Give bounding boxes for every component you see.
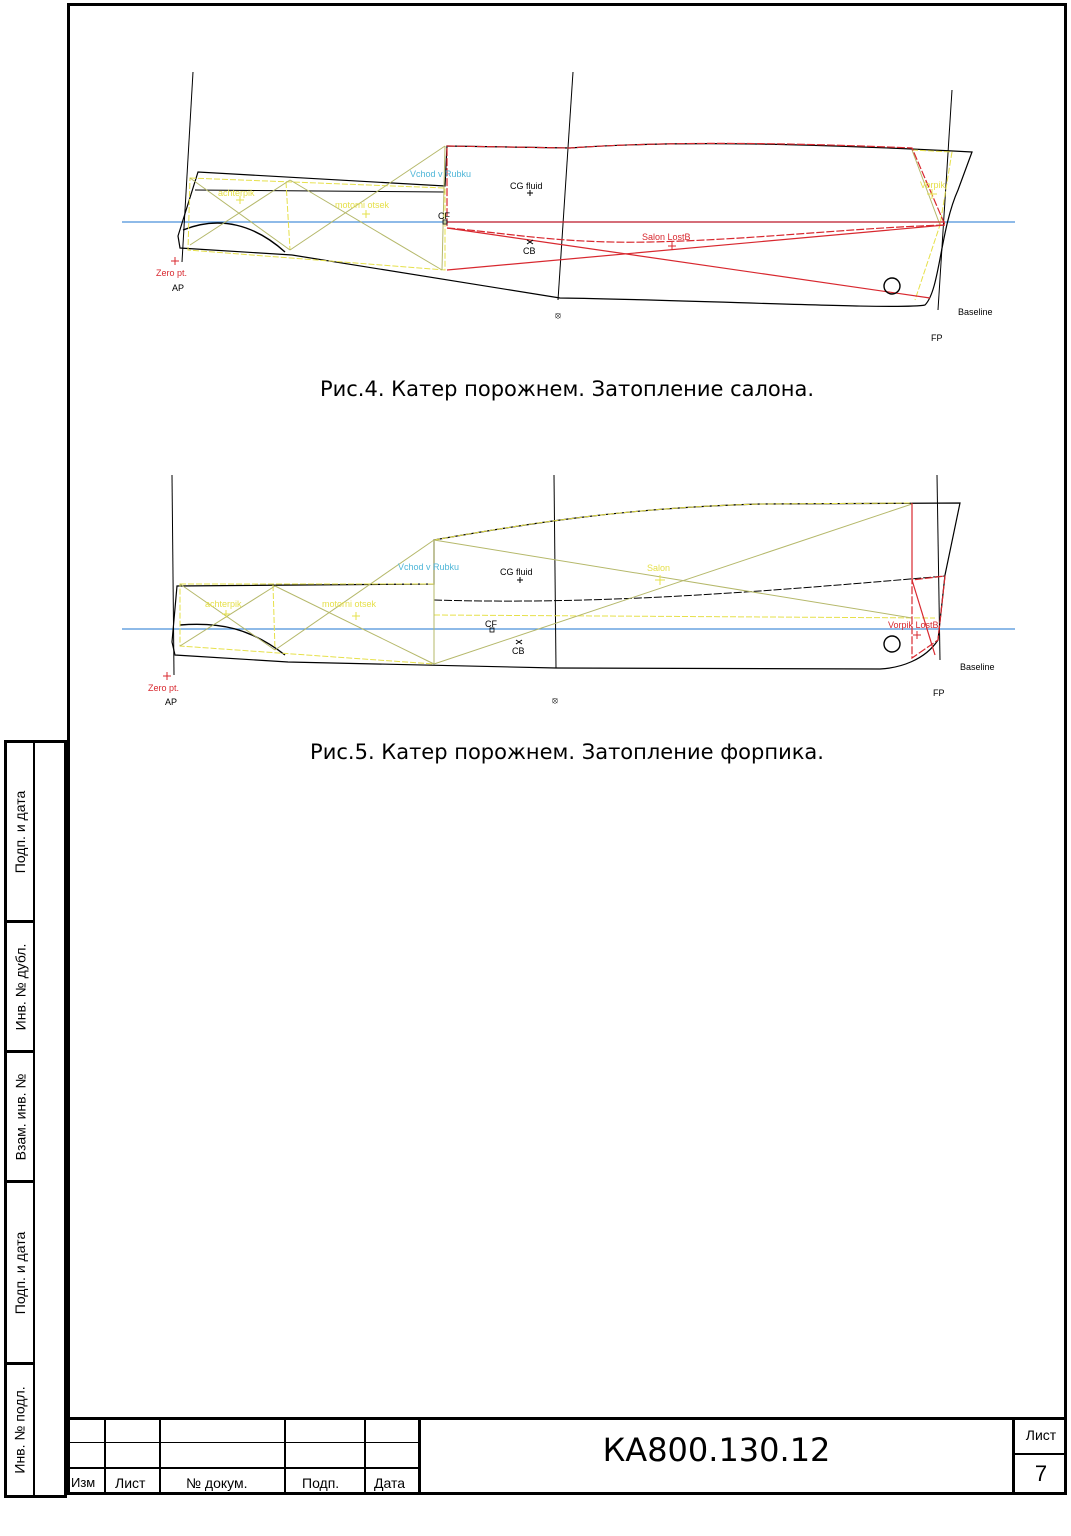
fig5-label-fp: FP	[933, 688, 945, 698]
fig5-label-salon: Salon	[647, 563, 671, 573]
fig4-label-cb: CB	[523, 246, 536, 256]
fig5-label-cb: CB	[512, 646, 525, 656]
fig4-label-fp: FP	[931, 333, 943, 343]
fig4-label-cf: CF	[438, 211, 450, 221]
fig4-label-achterpik: achterpik	[218, 188, 255, 198]
midship-line	[558, 72, 573, 300]
col-izm: Изм	[71, 1475, 96, 1490]
side-cell-inv-podl: Инв. № подл.	[7, 1365, 35, 1495]
col-data: Дата	[374, 1475, 406, 1491]
side-cell-vzam-inv: Взам. инв. №	[7, 1053, 35, 1183]
fig4-label-ap: AP	[172, 283, 185, 293]
fig4-label-vchod: Vchod v Rubku	[410, 169, 472, 179]
fig5-label-ap: AP	[165, 697, 178, 707]
fig4-label-zero: Zero pt.	[156, 268, 188, 278]
fig5-label-baseline: Baseline	[960, 662, 995, 672]
fig4-label-cg-fluid: CG fluid	[510, 181, 543, 191]
hull-outline	[178, 144, 972, 307]
fig5-label-vorpik-lost: Vorpik LostB	[888, 620, 939, 630]
col-list: Лист	[115, 1475, 146, 1491]
fig5-label-achterpik: achterpik	[205, 599, 242, 609]
fig5-label-cf: CF	[485, 619, 497, 629]
figure-4-caption: Рис.4. Катер порожнем. Затопление салона.	[319, 377, 815, 401]
fig4-label-midship: ⦻	[555, 310, 561, 320]
fig5-label-zero: Zero pt.	[148, 683, 180, 693]
fig4-label-motor: motorni otsek	[335, 200, 390, 210]
midship-line	[554, 475, 556, 668]
side-cell-sign-date-1: Подп. и дата	[7, 743, 35, 923]
side-stamp	[4, 740, 67, 1498]
fig5-label-midship: ⦻	[552, 695, 558, 705]
aft-perpendicular	[182, 72, 193, 262]
title-block	[67, 1417, 1067, 1495]
fig4-label-baseline: Baseline	[958, 307, 993, 317]
col-podp: Подп.	[302, 1475, 340, 1491]
fig4-label-vorpik: Vorpik	[920, 180, 946, 190]
side-cell-inv-dubl: Инв. № дубл.	[7, 923, 35, 1053]
fig5-label-motor: motorni otsek	[322, 599, 377, 609]
fore-perpendicular	[938, 90, 952, 310]
figure-5-caption: Рис.5. Катер порожнем. Затопление форпика.	[310, 740, 824, 764]
sheet-label: Лист	[1025, 1427, 1057, 1443]
side-cell-sign-date-2: Подп. и дата	[7, 1183, 35, 1365]
figure-4-diagram	[110, 65, 1030, 355]
fig5-label-vchod: Vchod v Rubku	[398, 562, 460, 572]
document-designation: КА800.130.12	[602, 1431, 831, 1469]
sheet-number: 7	[1034, 1461, 1048, 1486]
fig4-label-salon-lost: Salon LostB	[642, 232, 691, 242]
figure-5-diagram	[110, 470, 1030, 710]
col-doc: № докум.	[186, 1475, 248, 1491]
fig5-label-cg-fluid: CG fluid	[500, 567, 533, 577]
